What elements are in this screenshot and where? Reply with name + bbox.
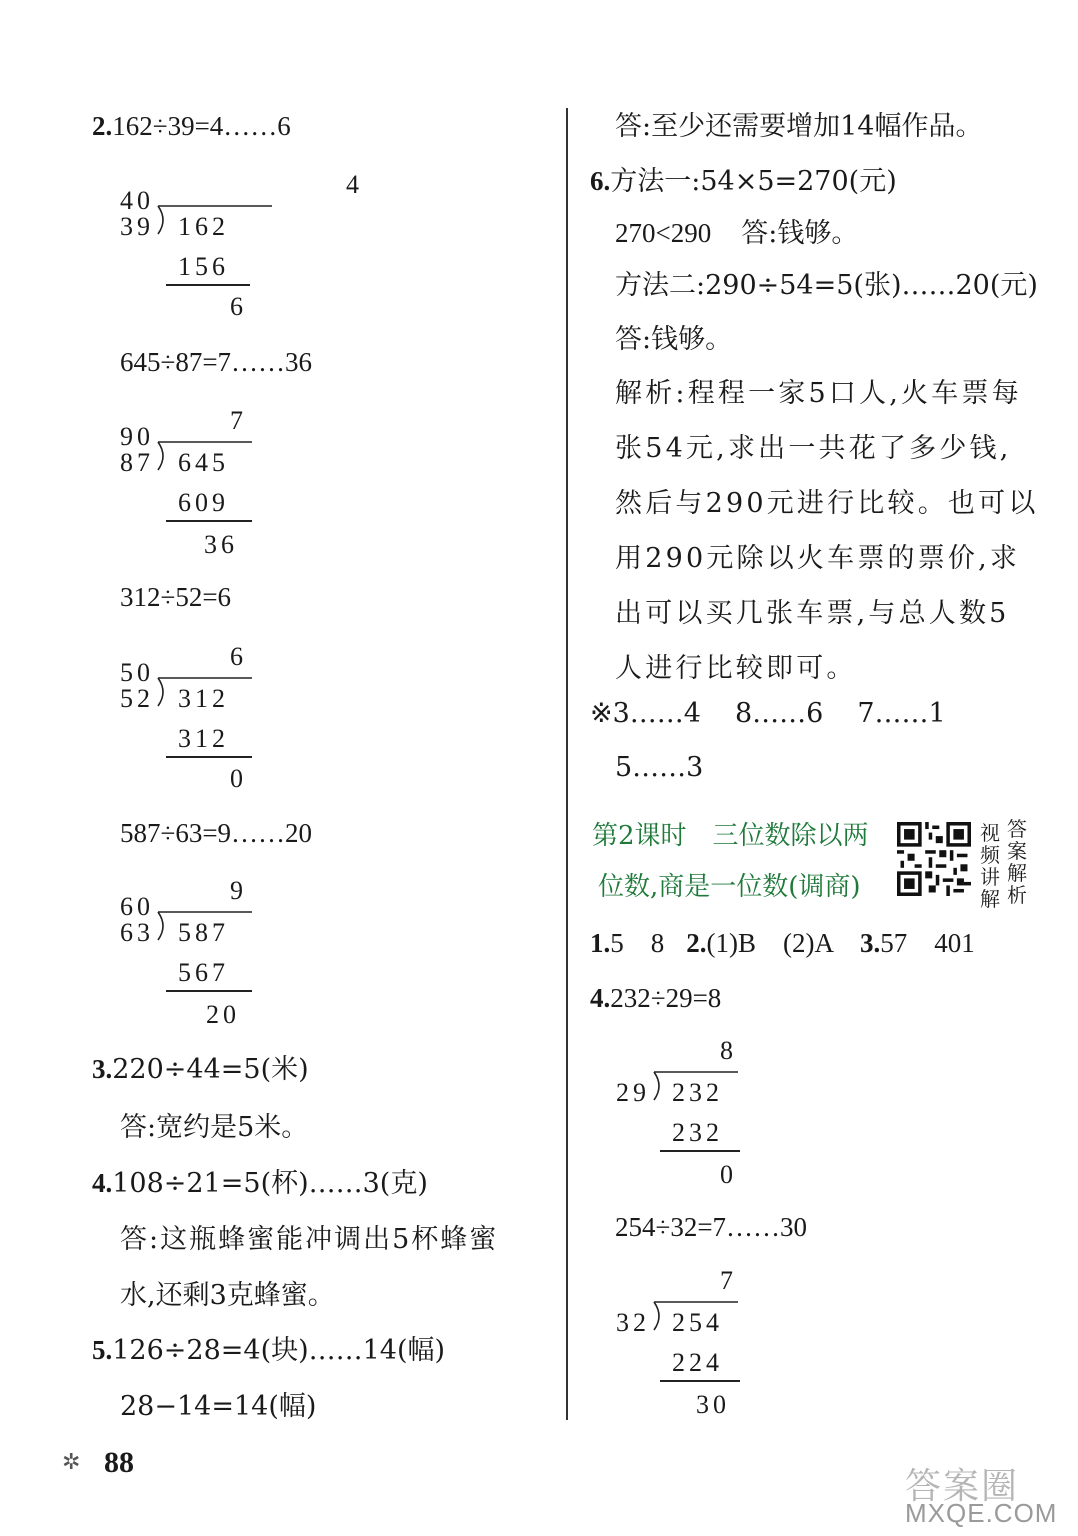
long-division <box>118 408 258 558</box>
remainder: 30 <box>696 1390 730 1419</box>
product: 156 <box>178 252 229 281</box>
lesson-title-part: 位数,商是一位数(调商) <box>598 872 861 902</box>
dividend: 254 <box>672 1308 723 1337</box>
answer-analysis-label <box>1006 818 1028 906</box>
subtraction-line <box>166 756 252 758</box>
dividend: 312 <box>178 684 229 713</box>
dividend: 587 <box>178 918 229 947</box>
watermark-logo: 答案圈 <box>905 1466 1020 1507</box>
division-bracket <box>652 1298 672 1332</box>
question-number: 4. <box>590 983 611 1013</box>
product: 312 <box>178 724 229 753</box>
answer: 水,还剩3克蜂蜜。 <box>120 1280 335 1311</box>
equation: 220÷44=5(米) <box>112 1054 309 1085</box>
remainder: 0 <box>230 764 247 793</box>
watermark-url: MXQE.COM <box>905 1498 1058 1528</box>
remainder: 36 <box>204 530 238 559</box>
video-explanation-label <box>979 822 1001 910</box>
subtraction-line <box>660 1150 740 1152</box>
subtraction-line <box>166 284 250 286</box>
equation: 232÷29=8 <box>610 983 722 1013</box>
equation: 645÷87=7……36 <box>120 347 313 377</box>
dividend: 232 <box>672 1078 723 1107</box>
quotient: 8 <box>720 1036 737 1065</box>
label-char: 析 <box>1007 883 1027 907</box>
question-3 <box>92 1056 309 1083</box>
estimate: 90 <box>120 422 154 451</box>
label-char: 频 <box>980 843 1000 867</box>
answer: 答:钱够。 <box>615 324 733 355</box>
qr-code-icon[interactable] <box>897 822 971 896</box>
divisor: 32 <box>616 1308 650 1337</box>
lesson-title-part: 三位数除以两 <box>712 821 869 851</box>
long-division <box>614 1038 754 1188</box>
estimate: 40 <box>120 186 154 215</box>
remainder: 6 <box>230 292 247 321</box>
division-bracket <box>652 1068 672 1102</box>
answers-row <box>590 930 975 957</box>
page-number: 88 <box>104 1446 134 1479</box>
divisor: 29 <box>616 1078 650 1107</box>
divisor: 63 <box>120 918 154 947</box>
answer: 答:钱够。 <box>741 218 859 249</box>
analysis-line: 张54元,求出一共花了多少钱, <box>615 433 1012 464</box>
division-bracket <box>156 674 176 708</box>
subtraction-line <box>166 520 252 522</box>
product: 232 <box>672 1118 723 1147</box>
label-char: 讲 <box>980 865 1000 889</box>
equation: 587÷63=9……20 <box>120 818 313 848</box>
label-char: 视 <box>980 821 1000 845</box>
extra-answer: 5……3 <box>615 752 704 783</box>
long-division <box>118 878 258 1028</box>
dividend: 162 <box>178 212 229 241</box>
product: 567 <box>178 958 229 987</box>
estimate: 50 <box>120 658 154 687</box>
lesson-number: 第2课时 <box>592 821 687 851</box>
quotient: 4 <box>346 170 363 199</box>
question-6 <box>590 168 897 195</box>
equation: 108÷21=5(杯)……3(克) <box>112 1168 428 1199</box>
analysis-line: 然后与290元进行比较。也可以 <box>615 488 1039 519</box>
comparison-value: 270<290 <box>615 218 712 248</box>
divisor: 87 <box>120 448 154 477</box>
method-two: 方法二:290÷54=5(张)……20(元) <box>615 270 1038 301</box>
long-division <box>118 644 258 794</box>
quotient: 7 <box>230 406 247 435</box>
label-char: 答 <box>1007 817 1027 841</box>
answer: 答:宽约是5米。 <box>120 1112 309 1143</box>
question-4 <box>590 985 721 1012</box>
divisor: 52 <box>120 684 154 713</box>
method-one: 方法一:54×5=270(元) <box>610 166 897 197</box>
product: 224 <box>672 1348 723 1377</box>
division-bracket <box>156 438 176 472</box>
question-number: 3. <box>859 928 881 958</box>
extra-answer: ※3……4 <box>590 698 701 729</box>
label-char: 案 <box>1007 839 1027 863</box>
equation: 162÷39=4……6 <box>112 111 291 141</box>
quotient: 9 <box>230 876 247 905</box>
question-number: 1. <box>590 928 611 958</box>
long-division <box>118 170 363 322</box>
question-number: 3. <box>92 1054 113 1084</box>
remainder: 0 <box>720 1160 737 1189</box>
divisor: 39 <box>120 212 154 241</box>
analysis-line: 人进行比较即可。 <box>615 653 857 684</box>
answer: 答:至少还需要增加14幅作品。 <box>615 111 983 142</box>
subtraction-line <box>660 1380 740 1382</box>
answer: 5 8 <box>610 928 665 958</box>
question-number: 2. <box>92 111 113 141</box>
question-5 <box>92 1337 445 1364</box>
question-number: 5. <box>92 1335 113 1365</box>
question-number: 4. <box>92 1168 113 1198</box>
estimate: 60 <box>120 892 154 921</box>
extra-answer: 8……6 <box>734 698 824 729</box>
lesson-title <box>592 823 869 849</box>
equation: 254÷32=7……30 <box>615 1212 808 1242</box>
question-number: 6. <box>590 166 611 196</box>
label-char: 解 <box>980 887 1000 911</box>
question-4 <box>92 1170 428 1197</box>
division-bracket <box>156 908 176 942</box>
question-2 <box>92 113 291 140</box>
analysis-line: 解析:程程一家5口人,火车票每 <box>615 378 1022 409</box>
dividend: 645 <box>178 448 229 477</box>
analysis-line: 出可以买几张车票,与总人数5 <box>615 598 1010 629</box>
quotient: 7 <box>720 1266 737 1295</box>
equation: 126÷28=4(块)……14(幅) <box>112 1335 446 1366</box>
answer: 57 401 <box>880 928 975 958</box>
equation: 312÷52=6 <box>120 582 232 612</box>
star-icon: ✲ <box>62 1450 81 1475</box>
long-division <box>614 1268 754 1418</box>
remainder: 20 <box>206 1000 240 1029</box>
quotient: 6 <box>230 642 247 671</box>
question-number: 2. <box>686 928 707 958</box>
answer: 答:这瓶蜂蜜能冲调出5杯蜂蜜 <box>120 1224 499 1255</box>
extra-answers <box>590 700 946 727</box>
division-bracket <box>156 202 176 236</box>
answer: (1)B (2)A <box>706 928 834 958</box>
column-divider <box>566 108 568 1420</box>
analysis-line: 用290元除以火车票的票价,求 <box>615 543 1021 574</box>
subtraction-line <box>166 990 252 992</box>
comparison <box>615 220 858 247</box>
equation: 28−14=14(幅) <box>120 1391 317 1422</box>
product: 609 <box>178 488 229 517</box>
label-char: 解 <box>1007 861 1027 885</box>
extra-answer: 7……1 <box>857 698 946 729</box>
